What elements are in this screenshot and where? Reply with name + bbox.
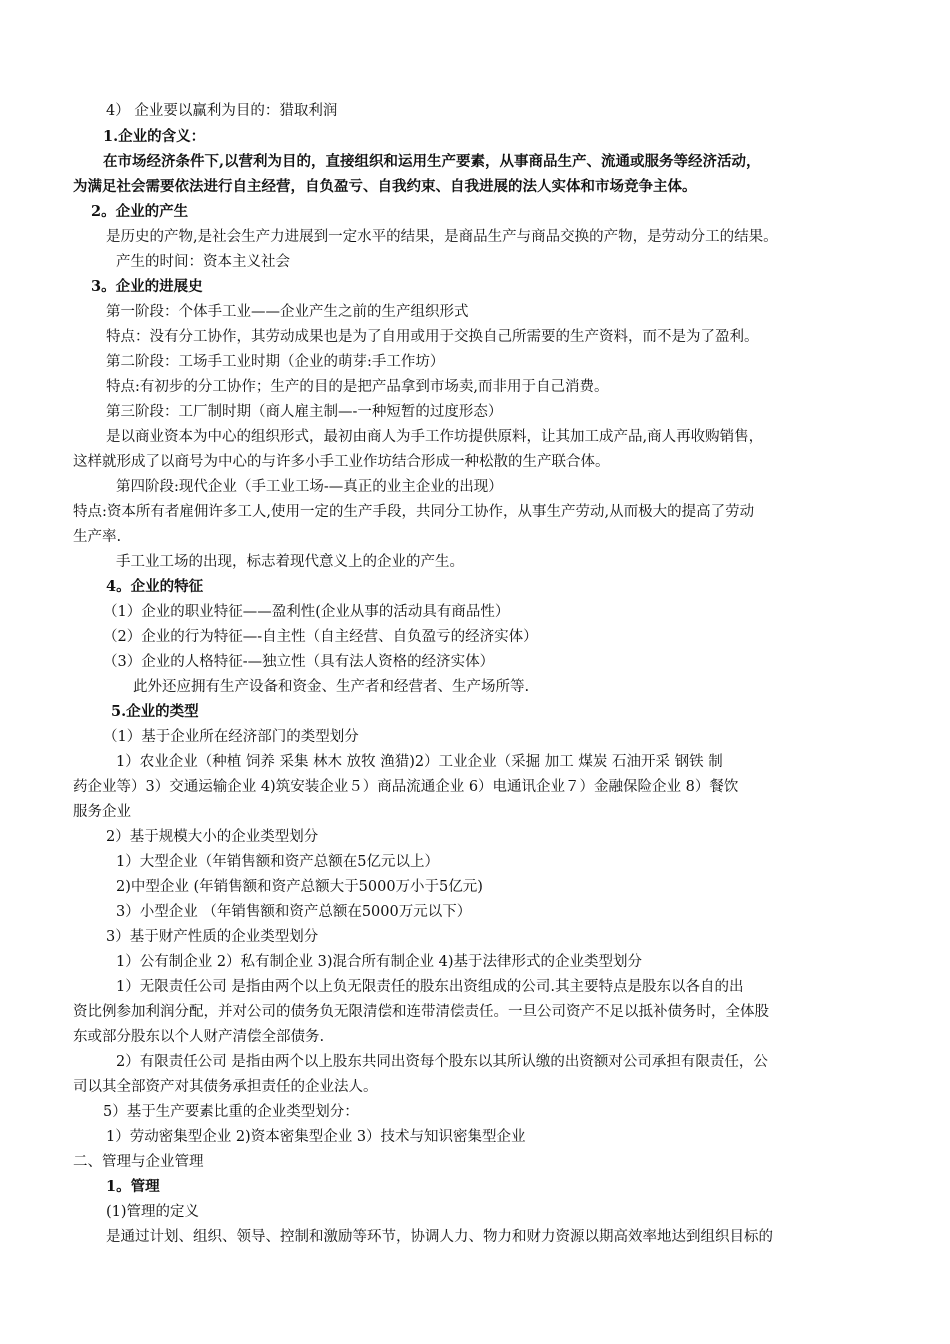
- text-line: 生产率.: [73, 529, 122, 545]
- text-line: 东或部分股东以个人财产清偿全部债务.: [73, 1029, 325, 1045]
- text-line: 服务企业: [73, 804, 131, 820]
- text-line: 药企业等）3）交通运输企业 4)筑安装企业５）商品流通企业 6）电通讯企业７）金融保险企业 8）餐饮: [73, 779, 739, 795]
- section-heading: 1.企业的含义：: [103, 128, 206, 145]
- section-heading: 3。企业的进展史: [91, 278, 203, 295]
- text-line: 1）公有制企业 2）私有制企业 3)混合所有制企业 4)基于法律形式的企业类型划分: [116, 954, 643, 970]
- section-heading: 5.企业的类型: [111, 703, 199, 720]
- text-line: 第四阶段:现代企业（手工业工场-—真正的业主企业的出现）: [116, 479, 503, 495]
- text-line: 1）农业企业（种植 饲养 采集 林木 放牧 渔猎)2）工业企业（采掘 加工 煤炭 石油开采 钢铁 制: [116, 754, 723, 770]
- text-line: 1）无限责任公司 是指由两个以上负无限责任的股东出资组成的公司.其主要特点是股东以各自的出: [116, 979, 744, 995]
- text-line: 4） 企业要以赢利为目的：猎取利润: [106, 103, 338, 119]
- text-line: 特点:有初步的分工协作；生产的目的是把产品拿到市场卖,而非用于自己消费。: [106, 379, 609, 395]
- text-line: （1）企业的职业特征——盈利性(企业从事的活动具有商品性）: [103, 604, 510, 620]
- section-heading: 2。企业的产生: [91, 203, 189, 220]
- text-line: 5）基于生产要素比重的企业类型划分：: [103, 1104, 359, 1120]
- text-line: 在市场经济条件下,以营利为目的，直接组织和运用生产要素，从事商品生产、流通或服务等经济活动，: [103, 153, 761, 170]
- text-line: 特点:资本所有者雇佣许多工人,使用一定的生产手段，共同分工协作，从事生产劳动,从而极大的提高了劳动: [73, 504, 755, 520]
- text-line: 第二阶段：工场手工业时期（企业的萌芽:手工作坊）: [106, 354, 445, 370]
- text-line: 手工业工场的出现，标志着现代意义上的企业的产生。: [116, 554, 464, 570]
- text-line: 3）基于财产性质的企业类型划分: [106, 929, 319, 945]
- text-line: （3）企业的人格特征-—独立性（具有法人资格的经济实体）: [103, 654, 495, 670]
- text-line: 产生的时间：资本主义社会: [116, 254, 290, 270]
- text-line: 此外还应拥有生产设备和资金、生产者和经营者、生产场所等.: [133, 679, 530, 695]
- text-line: 为满足社会需要依法进行自主经营，自负盈亏、自我约束、自我进展的法人实体和市场竞争主体。: [73, 178, 697, 195]
- text-line: 是以商业资本为中心的组织形式，最初由商人为手工作坊提供原料，让其加工成产品,商人再收购销售，: [106, 429, 764, 445]
- text-line: 特点：没有分工协作，其劳动成果也是为了自用或用于交换自己所需要的生产资料，而不是为了盈利。: [106, 329, 759, 345]
- text-line: 司以其全部资产对其债务承担责任的企业法人。: [73, 1079, 378, 1095]
- text-line: 第三阶段：工厂制时期（商人雇主制—-一种短暂的过度形态）: [106, 404, 503, 420]
- text-line: （1）基于企业所在经济部门的类型划分: [103, 729, 359, 745]
- section-heading: 1。管理: [106, 1178, 160, 1195]
- text-line: (1)管理的定义: [106, 1204, 200, 1220]
- text-line: 这样就形成了以商号为中心的与许多小手工业作坊结合形成一种松散的生产联合体。: [73, 454, 610, 470]
- section-heading: 4。企业的特征: [106, 578, 204, 595]
- text-line: 1）劳动密集型企业 2)资本密集型企业 3）技术与知识密集型企业: [106, 1129, 526, 1145]
- text-line: 3）小型企业 （年销售额和资产总额在5000万元以下）: [116, 904, 472, 920]
- text-line: 是历史的产物,是社会生产力进展到一定水平的结果，是商品生产与商品交换的产物，是劳动分工的结果。: [106, 229, 778, 245]
- text-line: 1）大型企业（年销售额和资产总额在5亿元以上）: [116, 854, 439, 870]
- text-line: 资比例参加利润分配，并对公司的债务负无限清偿和连带清偿责任。一旦公司资产不足以抵补债务时，全体股: [73, 1004, 769, 1020]
- text-line: 2）有限责任公司 是指由两个以上股东共同出资每个股东以其所认缴的出资额对公司承担有限责任，公: [116, 1054, 768, 1070]
- text-line: 是通过计划、组织、领导、控制和激励等环节，协调人力、物力和财力资源以期高效率地达到组织目标的: [106, 1229, 773, 1245]
- text-line: 第一阶段：个体手工业——企业产生之前的生产组织形式: [106, 304, 469, 320]
- text-line: 2）基于规模大小的企业类型划分: [106, 829, 319, 845]
- text-line: 2)中型企业 (年销售额和资产总额大于5000万小于5亿元): [116, 879, 483, 895]
- section-heading: 二、管理与企业管理: [73, 1154, 204, 1170]
- text-line: （2）企业的行为特征—-自主性（自主经营、自负盈亏的经济实体）: [103, 629, 538, 645]
